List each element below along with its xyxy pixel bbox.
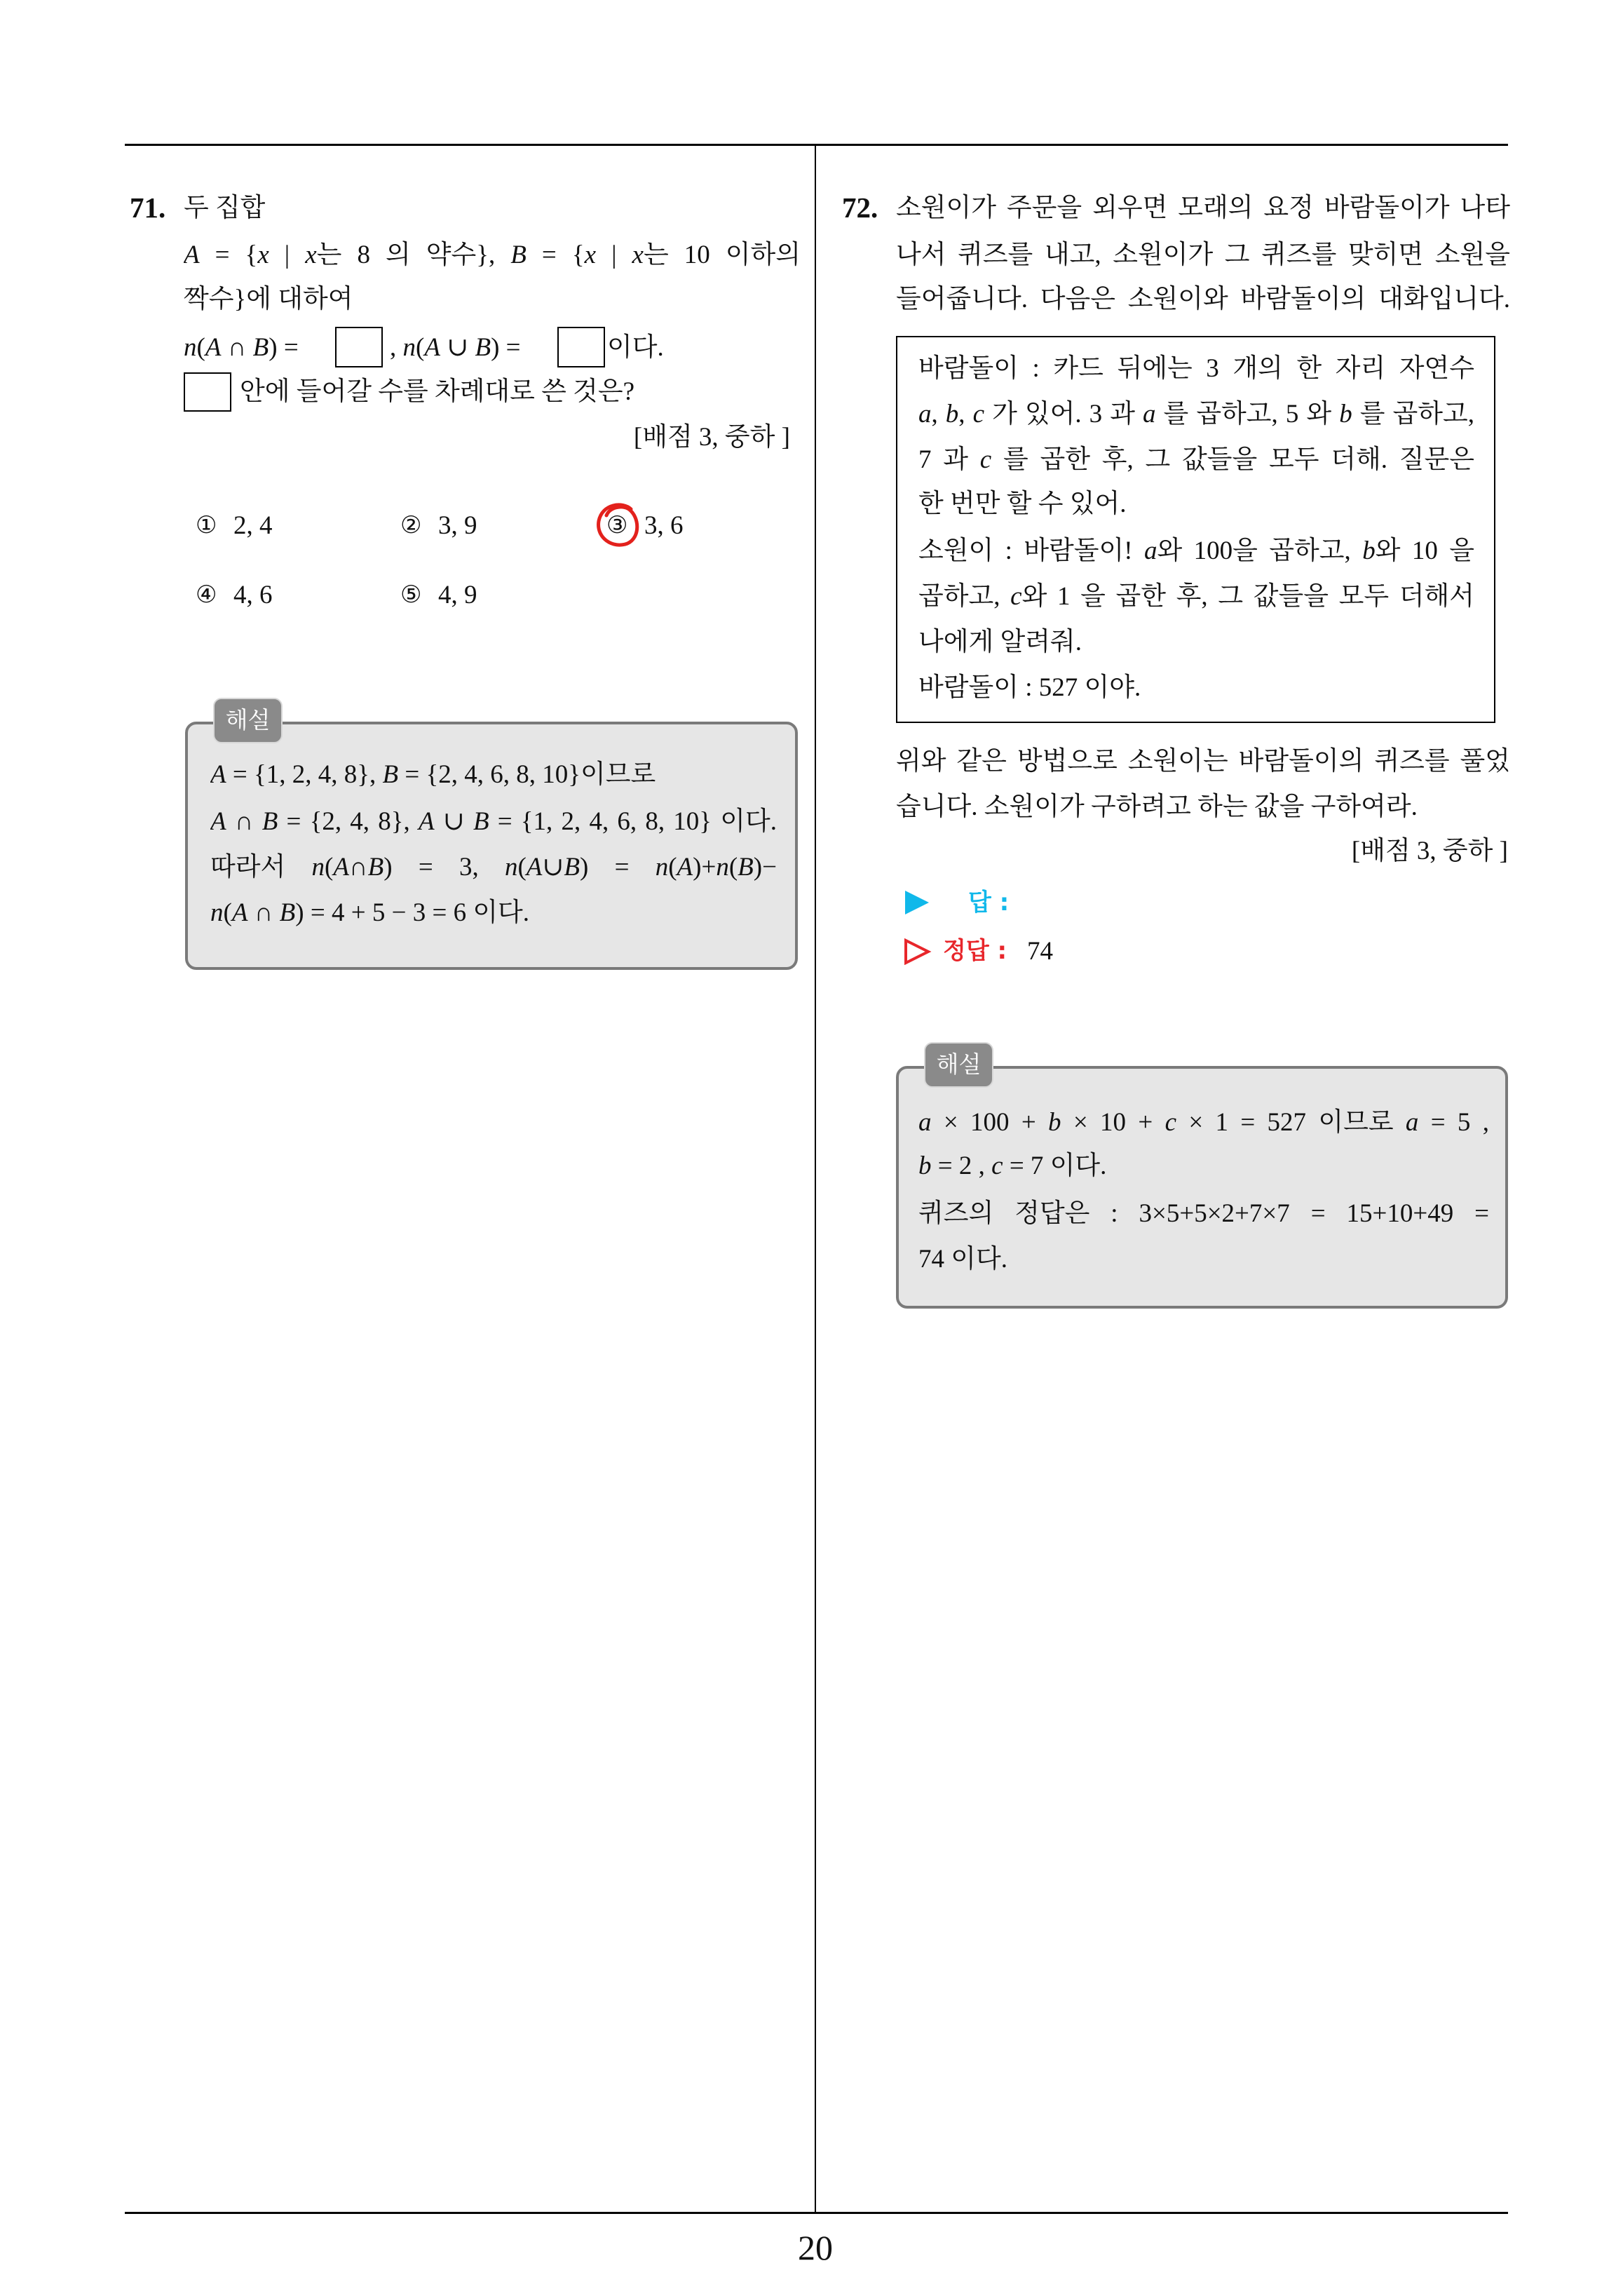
question-prompt: 안에 들어갈 수를 차례대로 쓴 것은?: [240, 377, 635, 406]
choice-mark: ⑤: [400, 581, 422, 609]
math-variable: n: [402, 333, 416, 362]
dialog-line: 곱하고, c와 1 을 곱한 후, 그 값들을 모두 더해서: [918, 582, 1474, 611]
math-variable: A: [184, 241, 200, 269]
solution-line: 74 이다.: [918, 1245, 1007, 1274]
math-variable: x: [584, 241, 597, 269]
question-line: 들어줍니다. 다음은 소원이와 바람돌이의 대화입니다.: [896, 285, 1510, 313]
math-variable: B: [738, 853, 754, 882]
math-variable: B: [252, 333, 269, 362]
math-variable: a: [1144, 536, 1157, 565]
red-circle-mark-icon: [593, 499, 644, 551]
question-line: 나서 퀴즈를 내고, 소원이가 그 퀴즈를 맞히면 소원을: [896, 241, 1510, 269]
math-variable: A: [677, 853, 693, 882]
solution-line: a × 100 + b × 10 + c × 1 = 527 이므로 a = 5 ,: [918, 1108, 1489, 1137]
math-variable: n: [184, 333, 197, 362]
top-rule: [125, 144, 1508, 146]
score-label: [배점 3, 중하 ]: [1351, 837, 1508, 865]
math-variable: B: [564, 853, 580, 882]
math-variable: n: [655, 853, 669, 882]
answer-blank-box: [335, 327, 383, 367]
choice-value: 4, 9: [438, 581, 477, 609]
math-variable: B: [382, 760, 399, 789]
dialog-line: 소원이 : 바람돌이! a와 100을 곱하고, b와 10 을: [918, 536, 1474, 565]
math-variable: n: [311, 853, 325, 882]
math-variable: A: [333, 853, 349, 882]
answer-label: 답 :: [968, 889, 1010, 917]
question-line: A = {x | x는 8 의 약수}, B = {x | x는 10 이하의: [184, 241, 801, 269]
math-variable: B: [279, 898, 296, 927]
play-filled-icon: [904, 890, 932, 915]
choice-mark: ②: [400, 511, 422, 539]
math-variable: A: [205, 333, 222, 362]
choice-value: 3, 9: [438, 511, 477, 540]
math-variable: A: [424, 333, 440, 362]
math-variable: B: [262, 807, 278, 836]
math-variable: a: [918, 400, 932, 428]
math-variable: n: [504, 853, 518, 882]
choice-mark: ④: [196, 581, 217, 609]
dialog-line: 바람돌이 : 527 이야.: [918, 673, 1141, 702]
dialog-line: a, b, c 가 있어. 3 과 a 를 곱하고, 5 와 b 를 곱하고,: [918, 400, 1474, 428]
math-variable: A: [210, 807, 226, 836]
question-closing-line: 습니다. 소원이가 구하려고 하는 값을 구하여라.: [896, 792, 1418, 821]
blank-line-text-after: 이다.: [607, 333, 664, 362]
page-number: 20: [798, 2228, 833, 2267]
math-variable: x: [257, 241, 269, 269]
math-variable: A: [231, 898, 248, 927]
question-line: 소원이가 주문을 외우면 모래의 요정 바람돌이가 나타: [896, 194, 1510, 222]
blank-line-text-before: n(A ∩ B) =: [184, 333, 299, 362]
solution-tab: 해설: [213, 698, 283, 743]
question-number: 72.: [842, 191, 878, 224]
solution-line: 따라서 n(A∩B) = 3, n(A∪B) = n(A)+n(B)−: [210, 853, 777, 882]
math-variable: x: [305, 241, 317, 269]
math-variable: A: [210, 760, 226, 789]
solution-tab: 해설: [924, 1042, 993, 1088]
blank-line-text-middle: , n(A ∪ B) =: [390, 333, 521, 362]
dialog-line: 바람돌이 : 카드 뒤에는 3 개의 한 자리 자연수: [918, 354, 1474, 383]
dialog-line: 7 과 c 를 곱한 후, 그 값들을 모두 더해. 질문은: [918, 445, 1474, 474]
dialog-line: 나에게 알려줘.: [918, 628, 1082, 656]
math-variable: c: [1010, 582, 1022, 611]
question-closing-line: 위와 같은 방법으로 소원이는 바람돌이의 퀴즈를 풀었: [896, 747, 1510, 776]
question-number: 71.: [130, 191, 166, 224]
choice-value: 3, 6: [644, 511, 684, 540]
answer-blank-box: [184, 372, 231, 412]
math-variable: A: [418, 807, 435, 836]
math-variable: n: [716, 853, 729, 882]
math-variable: B: [475, 333, 491, 362]
math-variable: c: [979, 445, 992, 474]
math-variable: a: [918, 1108, 932, 1137]
math-variable: c: [1164, 1108, 1176, 1137]
math-variable: a: [1405, 1108, 1419, 1137]
solution-line: 퀴즈의 정답은 : 3×5+5×2+7×7 = 15+10+49 =: [918, 1199, 1489, 1228]
math-variable: B: [473, 807, 489, 836]
math-variable: B: [367, 853, 384, 882]
solution-line: A ∩ B = {2, 4, 8}, A ∪ B = {1, 2, 4, 6, 8, 10} 이다.: [210, 807, 777, 836]
math-variable: b: [945, 400, 959, 428]
correct-answer-label: 정답 :: [943, 937, 1007, 965]
solution-line: b = 2 , c = 7 이다.: [918, 1152, 1107, 1180]
math-variable: b: [1362, 536, 1376, 565]
math-variable: n: [210, 898, 224, 927]
math-variable: a: [1142, 400, 1156, 428]
choice-mark: ①: [196, 511, 217, 539]
dialog-line: 한 번만 할 수 있어.: [918, 489, 1127, 518]
math-variable: b: [1048, 1108, 1061, 1137]
score-label: [배점 3, 중하 ]: [633, 423, 790, 452]
answer-blank-box: [557, 327, 605, 367]
solution-line: A = {1, 2, 4, 8}, B = {2, 4, 6, 8, 10}이므로: [210, 760, 656, 789]
math-variable: x: [632, 241, 644, 269]
bottom-rule: [125, 2212, 1508, 2214]
question-line: 짝수}에 대하여: [184, 285, 353, 313]
choice-mark: ③: [606, 511, 628, 539]
math-variable: c: [972, 400, 985, 428]
math-variable: c: [991, 1152, 1003, 1180]
choice-value: 2, 4: [233, 511, 273, 540]
math-variable: b: [1339, 400, 1352, 428]
correct-answer-value: 74: [1027, 937, 1053, 966]
question-intro: 두 집합: [184, 194, 266, 222]
solution-line: n(A ∩ B) = 4 + 5 − 3 = 6 이다.: [210, 898, 530, 927]
choice-value: 4, 6: [233, 581, 273, 609]
column-divider: [815, 145, 816, 2213]
math-variable: b: [918, 1152, 932, 1180]
math-variable: B: [510, 241, 527, 269]
play-outline-icon: [904, 938, 932, 965]
math-variable: A: [526, 853, 543, 882]
